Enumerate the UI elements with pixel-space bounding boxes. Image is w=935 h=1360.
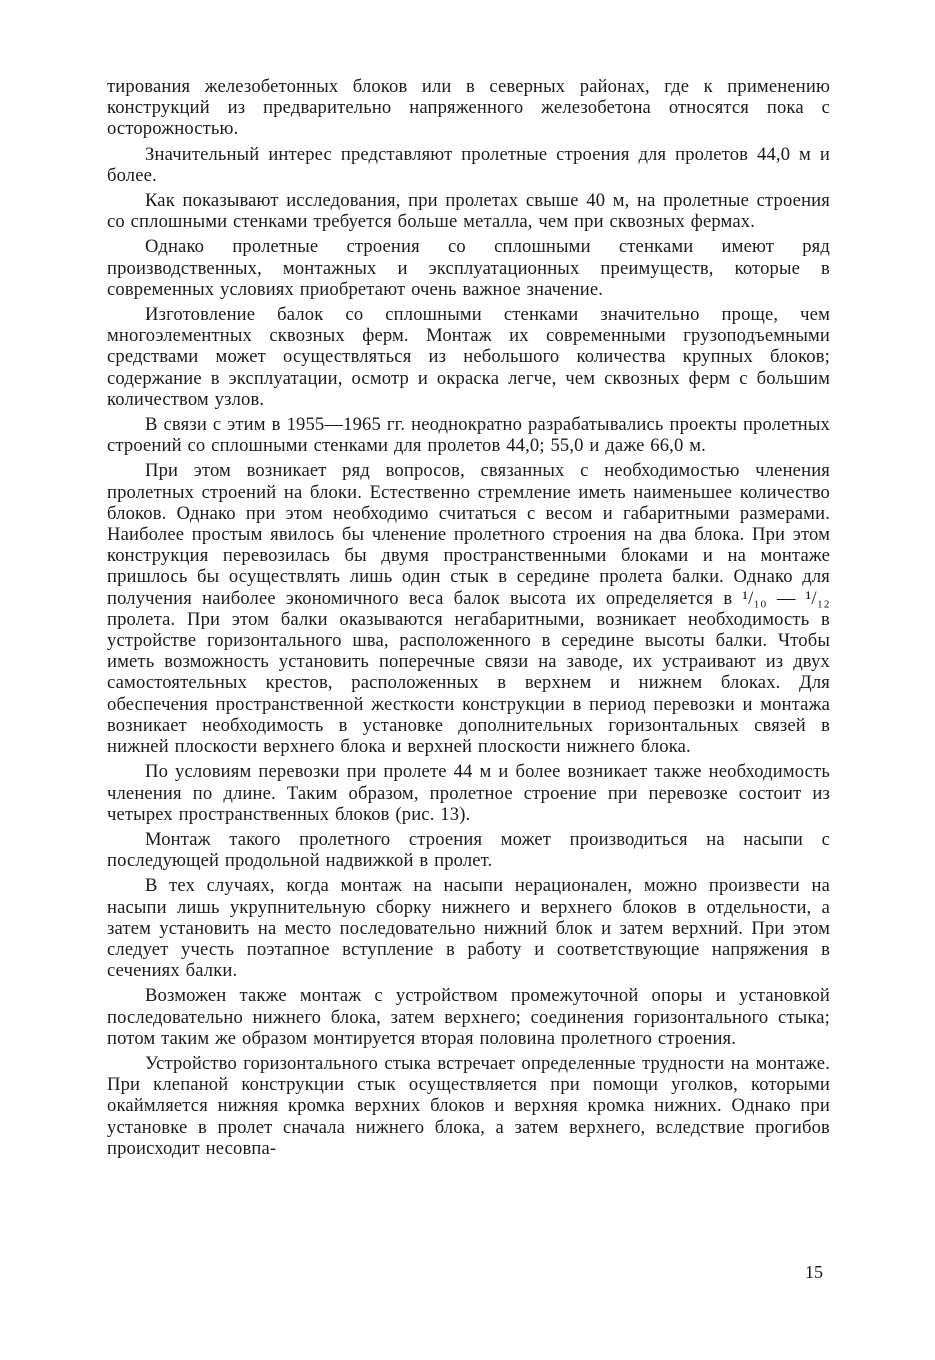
paragraph: В связи с этим в 1955—1965 гг. неоднократно разрабатывались проекты пролетных строений со сплошными стенками для пролетов 44,0; 55,0 и даже 66,0 м. (107, 414, 830, 457)
paragraph: В тех случаях, когда монтаж на насыпи нерационален, можно произвести на насыпи лишь укрупнительную сборку нижнего и верхнего блоков в отдельности, а затем установить на место последовательно нижний блок и затем верхний. При этом следует учесть поэтапное вступление в работу и соответствующие напряжения в сечениях балки. (107, 875, 830, 982)
paragraph: Однако пролетные строения со сплошными стенками имеют ряд производственных, монтажных и эксплуатационных преимуществ, которые в современных условиях приобретают очень важное значение. (107, 236, 830, 300)
paragraph: Как показывают исследования, при пролетах свыше 40 м, на пролетные строения со сплошными стенками требуется больше металла, чем при сквозных фермах. (107, 190, 830, 233)
paragraph: Возможен также монтаж с устройством промежуточной опоры и установкой последовательно нижнего блока, затем верхнего; соединения горизонтального стыка; потом таким же образом монтируется вторая половина пролетного строения. (107, 985, 830, 1049)
document-body (107, 76, 830, 1163)
paragraph: По условиям перевозки при пролете 44 м и более возникает также необходимость членения по длине. Таким образом, пролетное строение при перевозке состоит из четырех пространственных блоков (рис. 13). (107, 761, 830, 825)
paragraph: тирования железобетонных блоков или в северных районах, где к применению конструкций из предварительно напряженного железобетона относятся пока с осторожностью. (107, 76, 830, 140)
page-number: 15 (805, 1262, 823, 1282)
paragraph: Устройство горизонтального стыка встречает определенные трудности на монтаже. При клепаной конструкции стык осуществляется при помощи уголков, которыми окаймляется нижняя кромка верхних блоков и верхняя кромка нижних. Однако при установке в пролет сначала нижнего блока, а затем верхнего, вследствие прогибов происходит несовпа- (107, 1052, 830, 1159)
paragraph: Монтаж такого пролетного строения может производиться на насыпи с последующей продольной надвижкой в пролет. (107, 828, 830, 872)
paragraph: При этом возникает ряд вопросов, связанных с необходимостью членения пролетных строений на блоки. Естественно стремление иметь наименьшее количество блоков. Однако при этом необходимо считаться с весом и габаритными размерами. Наиболее простым явилось бы членение пролетного строения на два блока. При этом конструкция перевозилась бы двумя пространственными блоками и на монтаже пришлось бы осуществлять лишь один стык в середине пролета балки. Однако для получения наиболее экономичного веса балок высота их определяется в ¹/₁₀ — ¹/₁₂ пролета. При этом балки оказываются негабаритными, возникает необходимость в устройстве горизонтального шва, расположенного в середине высоты балки. Чтобы иметь возможность установить поперечные связи на заводе, их устраивают из двух самостоятельных крестов, расположенных в верхнем и нижнем блоках. Для обеспечения пространственной жесткости конструкции в период перевозки и монтажа возникает необходимость в установке дополнительных горизонтальных связей в нижней плоскости верхнего блока и верхней плоскости нижнего блока. (107, 460, 830, 758)
paragraph: Значительный интерес представляют пролетные строения для пролетов 44,0 м и более. (107, 143, 830, 186)
paragraph: Изготовление балок со сплошными стенками значительно проще, чем многоэлементных сквозных ферм. Монтаж их современными грузоподъемными средствами может осуществляться из небольшого количества крупных блоков; содержание в эксплуатации, осмотр и окраска легче, чем сквозных ферм с большим количеством узлов. (107, 304, 830, 410)
